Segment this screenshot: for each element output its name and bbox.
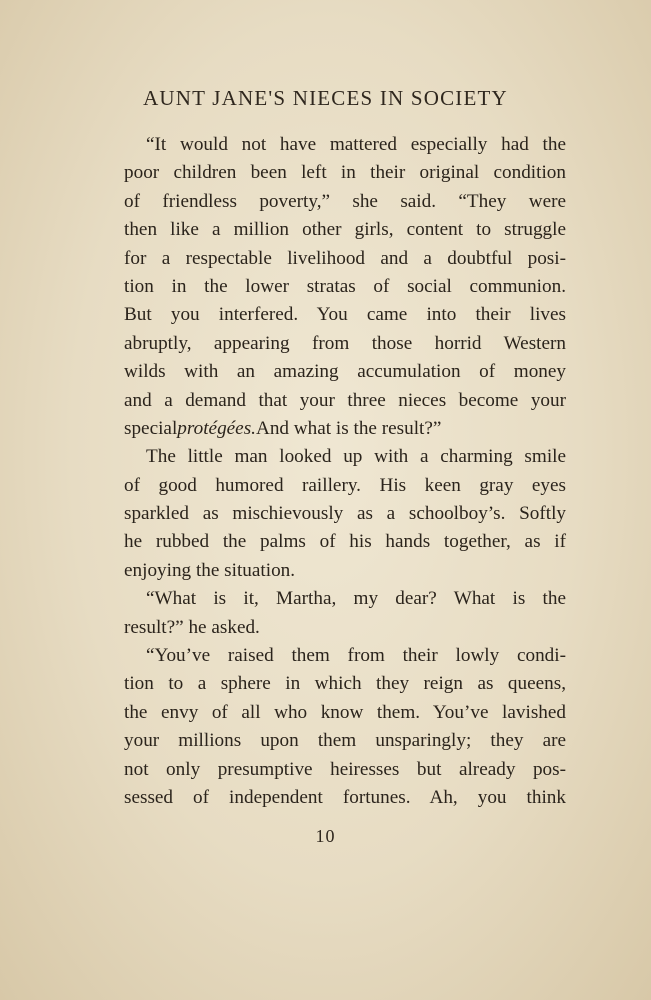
text-line: “It would not have mattered especially had the (146, 134, 566, 155)
text-line: not only presumptive heiresses but already pos- (124, 758, 566, 780)
running-header: AUNT JANE'S NIECES IN SOCIETY (143, 86, 508, 110)
text-line: your millions upon them unsparingly; they are (124, 730, 566, 752)
text-line: The little man looked up with a charming smile (146, 446, 566, 468)
text-line: sessed of independent fortunes. Ah, you think (124, 786, 566, 808)
text-line: for a respectable livelihood and a doubtful posi- (124, 247, 566, 269)
text-line: enjoying the situation. (124, 559, 296, 581)
text-line: and a demand that your three nieces become your (124, 389, 566, 411)
body-text (124, 131, 566, 812)
text-fragment: special (124, 417, 178, 439)
text-line: “You’ve raised them from their lowly condi- (146, 645, 566, 667)
text-line: he rubbed the palms of his hands together, as if (124, 531, 566, 553)
text-line: sparkled as mischievously as a schoolboy’s. Softly (124, 503, 566, 525)
text-line: of friendless poverty,” she said. “They were (124, 190, 566, 212)
text-line: the envy of all who know them. You’ve lavished (124, 701, 566, 723)
page-number: 10 (315, 826, 336, 846)
text-line: But you interfered. You came into their lives (124, 304, 566, 326)
text-line: tion in the lower stratas of social communion. (124, 275, 566, 297)
italic-word: protégées. (177, 417, 256, 439)
text-line: wilds with an amazing accumulation of money (124, 361, 566, 383)
text-line: result?” he asked. (124, 616, 260, 638)
text-line: poor children been left in their original condition (124, 162, 566, 184)
text-line: “What is it, Martha, my dear? What is the (146, 588, 566, 610)
text-line: abruptly, appearing from those horrid Western (124, 332, 566, 354)
text-line (124, 415, 566, 443)
text-line: then like a million other girls, content to struggle (124, 219, 566, 241)
text-line: tion to a sphere in which they reign as queens, (124, 673, 566, 695)
text-fragment: And what is the result?” (255, 417, 442, 439)
text-line: of good humored raillery. His keen gray eyes (124, 474, 566, 496)
